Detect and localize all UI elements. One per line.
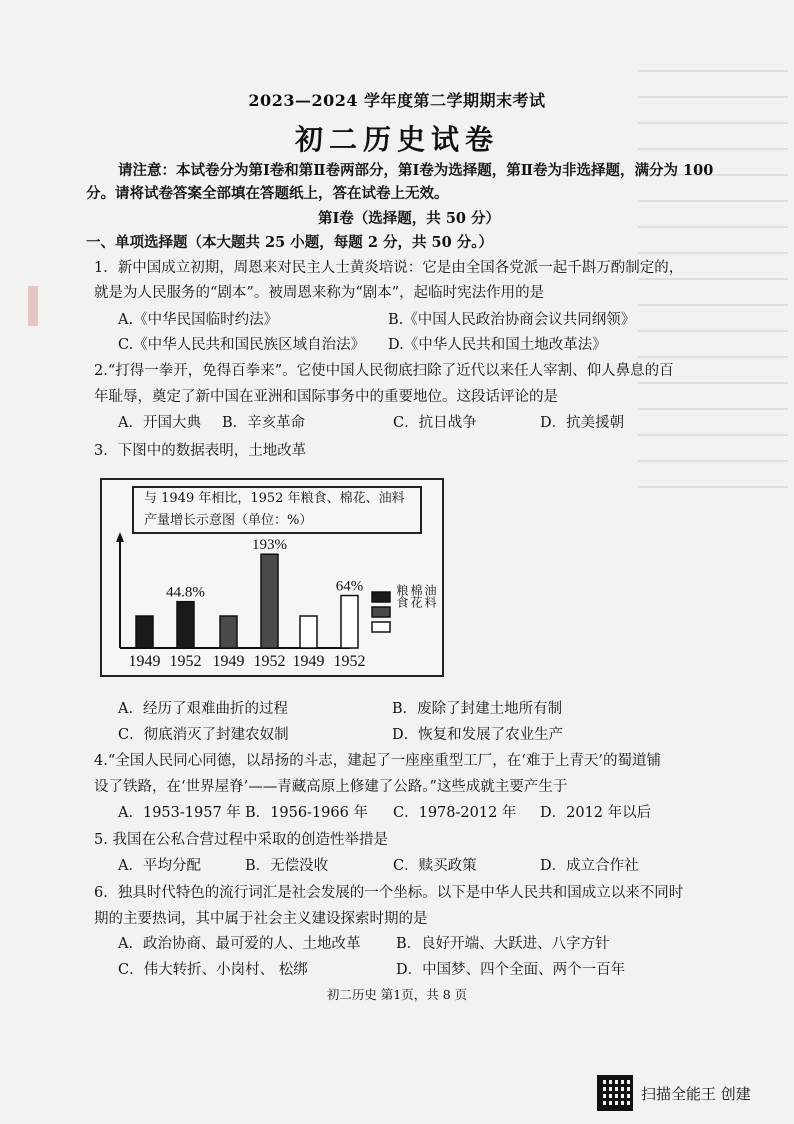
legend-swatch-油料 <box>372 622 390 632</box>
q4-stem-line-1: 4.“全国人民同心同德，以昂扬的斗志，建起了一座座重型工厂，在‘难于上青天’的蜀道铺 <box>94 753 661 769</box>
q2-stem-line-1: 2.“打得一拳开，免得百拳来”。它使中国人民彻底扫除了近代以来任人宰割、仰人鼻息的百 <box>94 363 674 379</box>
q5-option-c: C．赎买政策 <box>393 858 477 874</box>
q5-option-d: D．成立合作社 <box>540 858 639 874</box>
chart-title-line-1: 与 1949 年相比，1952 年粮食、棉花、油料 <box>144 491 405 506</box>
page-footer: 初二历史 第1页，共 8 页 <box>326 987 468 1002</box>
q2-option-b: B．辛亥革命 <box>222 415 306 431</box>
q3-option-d: D．恢复和发展了农业生产 <box>392 727 564 743</box>
q5-stem: 5. 我国在公私合营过程中采取的创造性举措是 <box>94 832 388 848</box>
growth-label-油料: 64% <box>335 578 364 595</box>
legend-swatch-粮食 <box>372 592 390 602</box>
q1-option-a: A.《中华民国临时约法》 <box>118 312 279 328</box>
q1-stem-line-1: 1．新中国成立初期，周恩来对民主人士黄炎培说：它是由全国各党派一起千斟万酌制定的， <box>94 260 684 276</box>
bar-粮食-1952 <box>177 602 194 648</box>
q4-stem-line-2: 设了铁路，在‘世界屋脊’——青藏高原上修建了公路。”这些成就主要产生于 <box>94 779 568 795</box>
section-title: 第Ⅰ卷（选择题，共 50 分） <box>318 210 501 227</box>
x-tick-label: 1949 <box>212 653 245 670</box>
q1-stem-line-2: 就是为人民服务的“剧本”。被周恩来称为“剧本”，起临时宪法作用的是 <box>94 285 545 301</box>
q4-option-c: C．1978-2012 年 <box>393 805 517 821</box>
q4-option-d: D．2012 年以后 <box>540 805 652 821</box>
legend-label-粮食: 粮食 <box>395 584 409 608</box>
q1-option-b: B.《中国人民政治协商会议共同纲领》 <box>388 312 636 328</box>
notice-line-1: 请注意：本试卷分为第Ⅰ卷和第Ⅱ卷两部分，第Ⅰ卷为选择题，第Ⅱ卷为非选择题，满分为 100 <box>118 162 714 179</box>
q6-option-a: A．政治协商、最可爱的人、土地改革 <box>118 936 361 952</box>
bar-油料-1949 <box>300 616 317 648</box>
q3-option-b: B．废除了封建土地所有制 <box>392 701 563 717</box>
q3-option-a: A．经历了艰难曲折的过程 <box>118 701 288 717</box>
grain-cotton-oil-chart <box>100 478 444 677</box>
q2-option-c: C．抗日战争 <box>393 415 477 431</box>
scanner-watermark <box>597 1075 751 1111</box>
q6-option-c: C．伟大转折、小岗村、 松绑 <box>118 962 308 978</box>
legend-label-棉花: 棉花 <box>409 584 423 608</box>
q2-option-d: D．抗美援朝 <box>540 415 625 431</box>
notice-line-2: 分。请将试卷答案全部填在答题纸上，答在试卷上无效。 <box>86 185 449 202</box>
growth-label-粮食: 44.8% <box>166 584 205 601</box>
bar-粮食-1949 <box>136 616 153 648</box>
q4-option-a: A．1953-1957 年 <box>118 805 241 821</box>
q2-stem-line-2: 年耻辱，奠定了新中国在亚洲和国际事务中的重要地位。这段话评论的是 <box>94 389 558 405</box>
x-tick-label: 1949 <box>292 653 325 670</box>
x-tick-label: 1949 <box>128 653 161 670</box>
qr-code-icon <box>597 1075 633 1111</box>
x-tick-label: 1952 <box>333 653 366 670</box>
bar-棉花-1949 <box>220 616 237 648</box>
q3-option-c: C．彻底消灭了封建农奴制 <box>118 727 289 743</box>
q6-option-d: D．中国梦、四个全面、两个一百年 <box>396 962 626 978</box>
q6-stem-line-2: 期的主要热词，其中属于社会主义建设探索时期的是 <box>94 911 428 927</box>
y-axis-arrow <box>116 532 124 542</box>
growth-label-棉花: 193% <box>252 537 287 554</box>
q1-option-d: D.《中华人民共和国土地改革法》 <box>388 337 607 353</box>
x-tick-label: 1952 <box>169 653 202 670</box>
q6-option-b: B．良好开端、大跃进、八字方针 <box>396 936 610 952</box>
x-tick-label: 1952 <box>253 653 286 670</box>
q6-stem-line-1: 6．独具时代特色的流行词汇是社会发展的一个坐标。以下是中华人民共和国成立以来不同时 <box>94 885 684 901</box>
legend-swatch-棉花 <box>372 607 390 617</box>
exam-year-title: 2023—2024 学年度第二学期期末考试 <box>248 91 546 110</box>
q2-option-a: A．开国大典 <box>118 415 201 431</box>
red-mark <box>28 286 38 326</box>
legend-label-油料: 油料 <box>423 584 437 608</box>
q5-option-a: A．平均分配 <box>118 858 201 874</box>
section-instruction: 一、单项选择题（本大题共 25 小题，每题 2 分，共 50 分。） <box>86 234 493 251</box>
scanner-label: 扫描全能王 创建 <box>641 1084 751 1103</box>
chart-plot <box>102 480 442 675</box>
bar-棉花-1952 <box>261 554 278 648</box>
q3-stem: 3．下图中的数据表明，土地改革 <box>94 443 307 459</box>
q4-option-b: B．1956-1966 年 <box>245 805 368 821</box>
q5-option-b: B．无偿没收 <box>245 858 329 874</box>
chart-title-line-2: 产量增长示意图（单位：%） <box>144 513 313 528</box>
q1-option-c: C.《中华人民共和国民族区域自治法》 <box>118 337 366 353</box>
bar-油料-1952 <box>341 596 358 648</box>
exam-subject-title: 初二历史试卷 <box>294 123 499 156</box>
